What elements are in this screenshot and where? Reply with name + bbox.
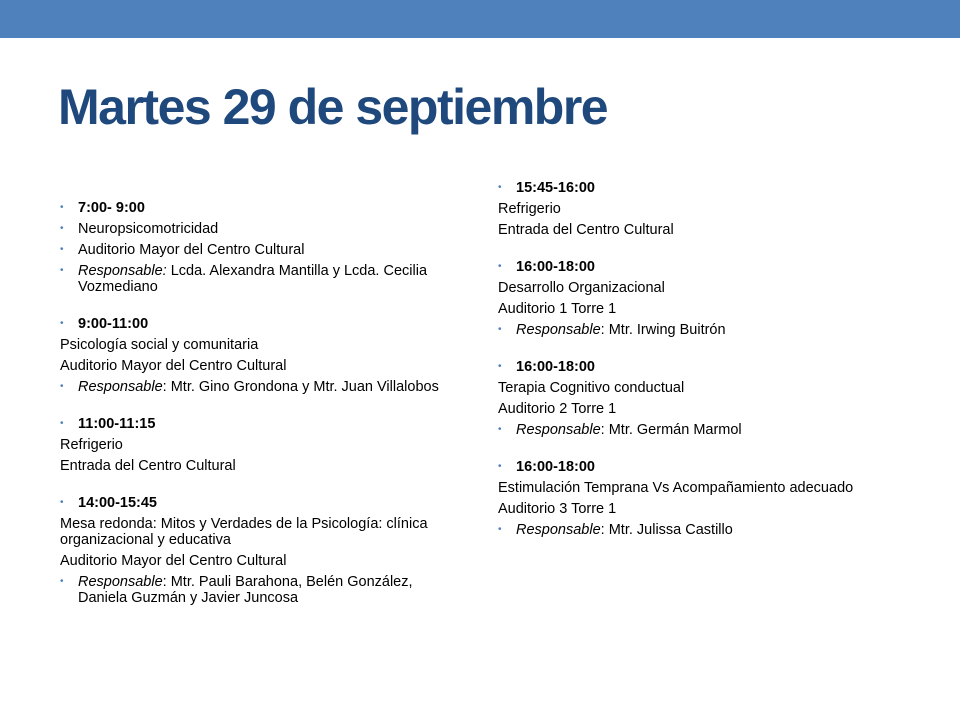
session-place: Auditorio 3 Torre 1	[498, 501, 617, 517]
session-time: • 15:45-16:00	[498, 180, 595, 196]
bullet-icon: •	[498, 261, 502, 272]
bullet-icon: •	[498, 182, 502, 193]
bullet-icon: •	[498, 424, 502, 435]
session-time: • 16:00-18:00	[498, 459, 595, 475]
session-responsible: • Responsable: Mtr. Julissa Castillo	[498, 522, 733, 538]
session-topic: Refrigerio	[60, 437, 123, 453]
session-place: • Auditorio Mayor del Centro Cultural	[60, 242, 305, 258]
session-topic: Psicología social y comunitaria	[60, 337, 259, 353]
bullet-icon: •	[60, 318, 64, 329]
bullet-icon: •	[60, 418, 64, 429]
session-place: Entrada del Centro Cultural	[498, 222, 674, 238]
session-time: • 9:00-11:00	[60, 316, 149, 332]
schedule-right-column	[498, 180, 898, 543]
top-accent-bar	[0, 0, 960, 38]
session-place: Auditorio 2 Torre 1	[498, 401, 617, 417]
bullet-icon: •	[498, 361, 502, 372]
session-place: Auditorio Mayor del Centro Cultural	[60, 553, 287, 569]
bullet-icon: •	[60, 244, 64, 255]
session-time: • 14:00-15:45	[60, 495, 157, 511]
session-responsible: • Responsable: Mtr. Germán Marmol	[498, 422, 742, 438]
session-responsible: • Responsable: Mtr. Irwing Buitrón	[498, 322, 726, 338]
schedule-left-column	[60, 200, 460, 611]
session-topic: Refrigerio	[498, 201, 561, 217]
session-responsible: • Responsable: Mtr. Pauli Barahona, Belén González, Daniela Guzmán y Javier Juncosa	[60, 574, 413, 606]
session-topic: Desarrollo Organizacional	[498, 280, 665, 296]
session-time: • 16:00-18:00	[498, 259, 595, 275]
session-topic: Terapia Cognitivo conductual	[498, 380, 685, 396]
bullet-icon: •	[60, 381, 64, 392]
session-time: • 16:00-18:00	[498, 359, 595, 375]
bullet-icon: •	[498, 524, 502, 535]
session-place: Auditorio 1 Torre 1	[498, 301, 617, 317]
bullet-icon: •	[498, 324, 502, 335]
bullet-icon: •	[60, 202, 64, 213]
session-responsible: • Responsable: Lcda. Alexandra Mantilla y Lcda. Cecilia Vozmediano	[60, 263, 428, 295]
session-place: Auditorio Mayor del Centro Cultural	[60, 358, 287, 374]
session-time: • 7:00- 9:00	[60, 200, 145, 216]
session-topic: Mesa redonda: Mitos y Verdades de la Psicología: clínica organizacional y educativa	[60, 516, 428, 548]
session-responsible: • Responsable: Mtr. Gino Grondona y Mtr. Juan Villalobos	[60, 379, 439, 395]
bullet-icon: •	[498, 461, 502, 472]
session-topic: Estimulación Temprana Vs Acompañamiento adecuado	[498, 480, 854, 496]
session-time: • 11:00-11:15	[60, 416, 156, 432]
session-place: Entrada del Centro Cultural	[60, 458, 236, 474]
bullet-icon: •	[60, 576, 64, 587]
bullet-icon: •	[60, 223, 64, 234]
bullet-icon: •	[60, 265, 64, 276]
session-topic: • Neuropsicomotricidad	[60, 221, 219, 237]
slide-title: Martes 29 de septiembre	[58, 79, 608, 135]
bullet-icon: •	[60, 497, 64, 508]
